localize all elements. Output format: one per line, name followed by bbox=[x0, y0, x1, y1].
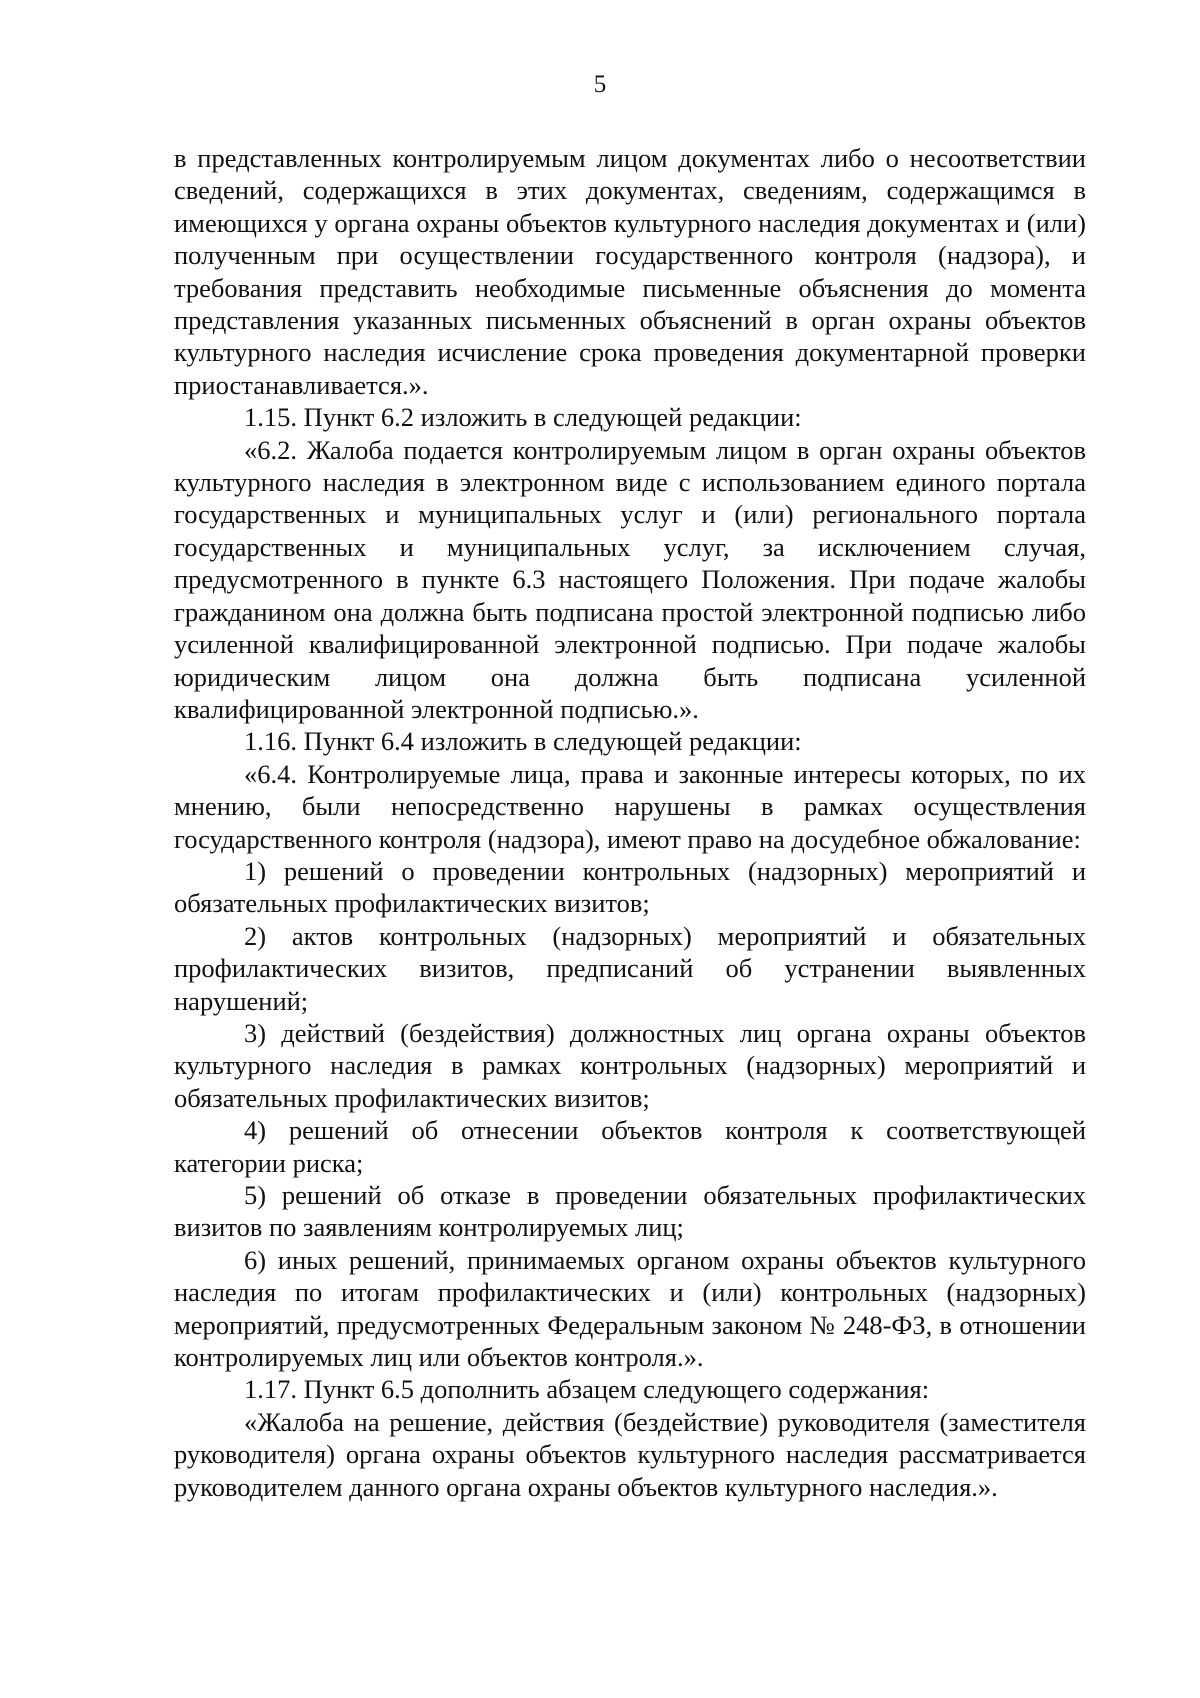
paragraph-continuation: в представленных контролируемым лицом документах либо о несоответствии сведений, содержащихся в этих документах, сведениям, содержащимся в имеющихся у органа охраны объектов культурного наследия документах и (или) полученным при осуществлении государственного контроля (надзора), и требования представить необходимые письменные объяснения до момента представления указанных письменных объяснений в орган охраны объектов культурного наследия исчисление срока проведения документарной проверки приостанавливается.». bbox=[174, 143, 1086, 400]
document-body bbox=[174, 142, 1086, 1503]
paragraph-clause-6-4: «6.4. Контролируемые лица, права и законные интересы которых, по их мнению, были непосредственно нарушены в рамках осуществления государственного контроля (надзора), имеют право на досудебное обжалование: bbox=[174, 758, 1086, 854]
paragraph-item-1-17: 1.17. Пункт 6.5 дополнить абзацем следующего содержания: bbox=[244, 1374, 930, 1405]
paragraph-item-1-15: 1.15. Пункт 6.2 изложить в следующей редакции: bbox=[244, 402, 802, 433]
list-item-4: 4) решений об отнесении объектов контроля к соответствующей категории риска; bbox=[174, 1115, 1086, 1178]
list-item-3: 3) действий (бездействия) должностных лиц органа охраны объектов культурного наследия в рамках контрольных (надзорных) мероприятий и обязательных профилактических визитов; bbox=[174, 1017, 1086, 1113]
paragraph-complaint-review: «Жалоба на решение, действия (бездействие) руководителя (заместителя руководителя) органа охраны объектов культурного наследия рассматривается руководителем данного органа охраны объектов культурного наследия.». bbox=[174, 1406, 1086, 1502]
list-item-5: 5) решений об отказе в проведении обязательных профилактических визитов по заявлениям контролируемых лиц; bbox=[174, 1180, 1086, 1243]
list-item-2: 2) актов контрольных (надзорных) мероприятий и обязательных профилактических визитов, предписаний об устранении выявленных нарушений; bbox=[174, 920, 1086, 1016]
list-item-1: 1) решений о проведении контрольных (надзорных) мероприятий и обязательных профилактических визитов; bbox=[174, 855, 1086, 919]
page-number: 5 bbox=[593, 71, 607, 98]
paragraph-clause-6-2: «6.2. Жалоба подается контролируемым лицом в орган охраны объектов культурного наследия в электронном виде с использованием единого портала государственных и муниципальных услуг и (или) регионального портала государственных и муниципальных услуг, за исключением случая, предусмотренного в пункте 6.3 настоящего Положения. При подаче жалобы гражданином она должна быть подписана простой электронной подписью либо усиленной квалифицированной электронной подписью. При подаче жалобы юридическим лицом она должна быть подписана усиленной квалифицированной электронной подписью.». bbox=[174, 434, 1086, 724]
list-item-6: 6) иных решений, принимаемых органом охраны объектов культурного наследия по итогам профилактических и (или) контрольных (надзорных) мероприятий, предусмотренных Федеральным законом № 248-ФЗ, в отношении контролируемых лиц или объектов контроля.». bbox=[174, 1244, 1086, 1373]
paragraph-item-1-16: 1.16. Пункт 6.4 изложить в следующей редакции: bbox=[244, 726, 802, 757]
